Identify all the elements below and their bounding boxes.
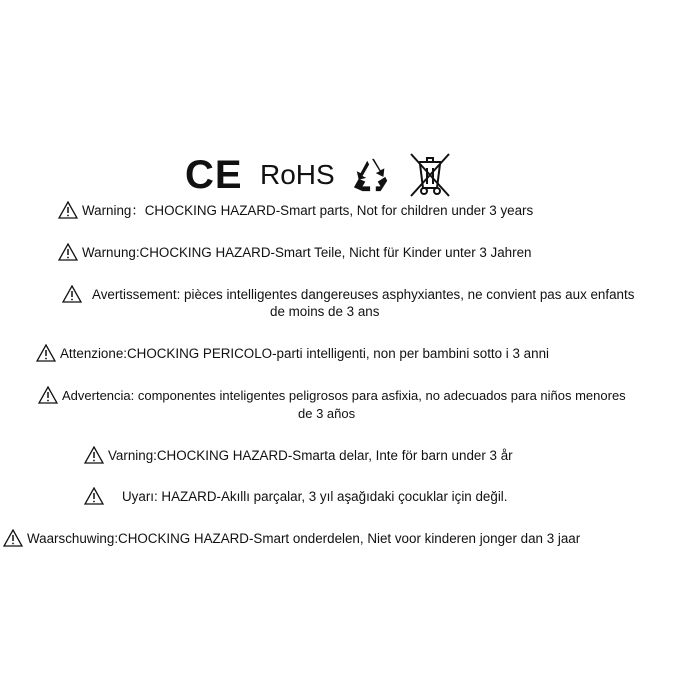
warning-text: Attenzione:CHOCKING PERICOLO-parti intelligenti, non per bambini sotto i 3 anni bbox=[60, 346, 549, 361]
warning-text: Waarschuwing:CHOCKING HAZARD-Smart onderdelen, Niet voor kinderen jonger dan 3 jaar bbox=[27, 531, 581, 546]
ce-mark: CE bbox=[185, 153, 243, 197]
warning-text: Warning：CHOCKING HAZARD-Smart parts, Not for children under 3 years bbox=[82, 203, 534, 218]
compliance-symbols bbox=[185, 150, 455, 200]
warning-triangle-icon bbox=[58, 201, 78, 219]
crossed-bin-icon bbox=[407, 152, 453, 198]
warning-triangle-icon bbox=[3, 529, 23, 547]
warning-en bbox=[58, 201, 533, 219]
warning-text: Advertencia: componentes inteligentes peligrosos para asfixia, no adecuados para niños menores bbox=[62, 388, 626, 403]
warning-triangle-icon bbox=[36, 344, 56, 362]
warning-text: Varning:CHOCKING HAZARD-Smarta delar, Inte för barn under 3 år bbox=[108, 448, 513, 463]
warning-text-continued: de 3 años bbox=[298, 406, 356, 421]
warning-text: Uyarı: HAZARD-Akıllı parçalar, 3 yıl aşağıdaki çocuklar için değil. bbox=[122, 489, 508, 504]
warning-triangle-icon bbox=[38, 386, 58, 404]
warning-triangle-icon bbox=[62, 285, 82, 303]
warning-triangle-icon bbox=[58, 243, 78, 261]
warning-nl bbox=[3, 529, 580, 547]
warning-text: Warnung:CHOCKING HAZARD-Smart Teile, Nicht für Kinder unter 3 Jahren bbox=[82, 245, 532, 260]
warning-triangle-icon bbox=[84, 446, 104, 464]
warning-fr bbox=[62, 285, 635, 319]
recycle-icon bbox=[353, 156, 391, 194]
rohs-mark: RoHS bbox=[260, 159, 335, 190]
warning-text-continued: de moins de 3 ans bbox=[270, 304, 380, 319]
warning-text: Avertissement: pièces intelligentes dangereuses asphyxiantes, ne convient pas aux enfants bbox=[92, 287, 635, 302]
warning-es bbox=[38, 386, 626, 421]
warning-it bbox=[36, 344, 549, 362]
warning-triangle-icon bbox=[84, 487, 104, 505]
warning-tr bbox=[84, 487, 508, 505]
warning-de bbox=[58, 243, 531, 261]
warning-sv bbox=[84, 446, 513, 464]
